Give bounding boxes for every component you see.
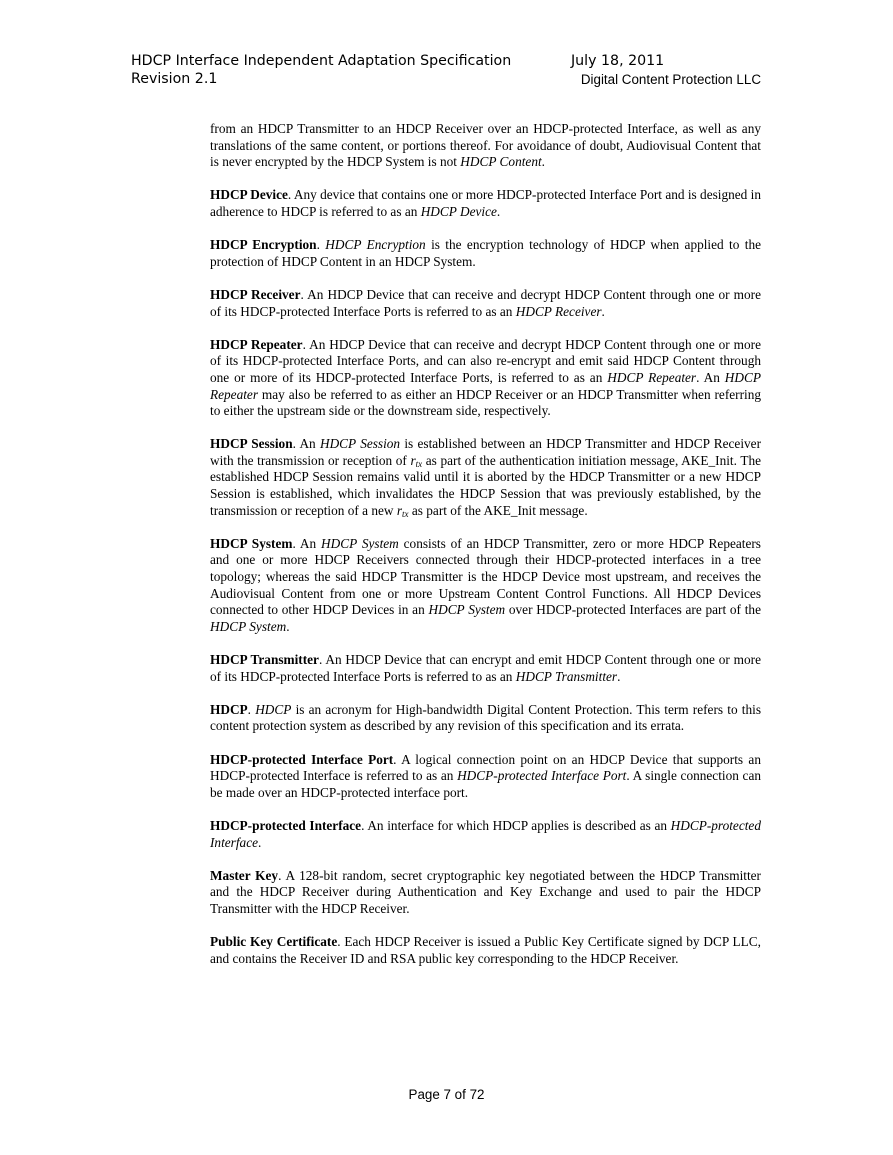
body-text: over HDCP-protected Interfaces are part of the [505,602,761,618]
definition-term: HDCP-protected Interface Port [210,751,394,767]
body-text: may also be referred to as either an HDCP Receiver or an HDCP Transmitter when referring to either the upstream side or the downstream side, respectively. [210,386,761,419]
italic-text: r [410,452,416,468]
italic-text: HDCP Transmitter [515,668,618,684]
body-text: is the encryption technology of HDCP when applied to the protection of HDCP Content in an HDCP System. [210,237,761,269]
page-number: Page 7 of 72 [408,1087,485,1102]
italic-text: HDCP Content [460,154,542,170]
subscript-text: tx [415,458,423,469]
body-text: . [258,834,262,850]
body-text: . [496,203,501,219]
organization-name: Digital Content Protection LLC [580,72,761,87]
body-text: . An [292,535,322,551]
definition-hdcp-repeater [210,337,761,420]
italic-text: HDCP Device [420,203,497,219]
body-text: as part of the authentication initiation message, AKE_Init. The established HDCP Session remains valid until it is aborted by the HDCP Transmitter or a new HDCP Session is established, which invalidates the HDCP Session that was previously established, by the transmission or reception of a new [210,452,761,518]
definition-term: HDCP Device [210,187,288,203]
italic-text: HDCP Session [319,436,401,452]
definition-hdcp-system [210,536,761,636]
italic-text: HDCP Encryption [325,237,426,253]
italic-text: HDCP System [210,618,287,634]
definition-public-key-certificate [210,934,761,967]
italic-text: HDCP Repeater [210,369,761,402]
header-line-1 [131,52,761,70]
header-line-2 [131,70,761,88]
definition-hdcp-transmitter [210,652,761,685]
body-text: . A logical connection point on an HDCP Device that supports an HDCP-protected Interface is referred to as an [210,751,761,784]
body-text: is an acronym for High-bandwidth Digital Content Protection. This term refers to this content protection system as described by any revision of this specification and its errata. [210,701,761,734]
body-text: . An [696,369,725,385]
definition-continuation [210,121,761,171]
definition-term: Public Key Certificate [210,934,338,950]
body-text: from an HDCP Transmitter to an HDCP Receiver over an HDCP-protected Interface, as well as any translations of the same content, or portions thereof. For avoidance of doubt, Audiovisual Content that is never encrypted by the HDCP System is not [210,121,761,170]
italic-text: HDCP System [321,535,399,551]
definition-hdcp-protected-interface [210,818,761,851]
definition-term: HDCP Encryption [210,237,317,253]
body-text: . [286,618,290,634]
italic-text: HDCP Repeater [607,369,697,385]
definition-hdcp-device [210,187,761,220]
definition-term: HDCP [210,701,248,717]
body-text: . An HDCP Device that can receive and decrypt HDCP Content through one or more of its HDCP-protected Interface Ports, and can also re-encrypt and emit said HDCP Content through one or more of its HDCP-protected Interface Ports, is referred to as an [210,336,761,385]
page-footer [0,1086,893,1104]
document-title: HDCP Interface Independent Adaptation Specification [131,53,512,69]
body-text: is established between an HDCP Transmitter and HDCP Receiver with the transmission or reception of [210,436,761,468]
body-text: . A 128-bit random, secret cryptographic key negotiated between the HDCP Transmitter and the HDCP Receiver during Authentication and Key Exchange and used to pair the HDCP Transmitter with the HDCP Receiver. [210,867,761,916]
body-text: . [617,668,621,684]
body-text: . An HDCP Device that can encrypt and emit HDCP Content through one or more of its HDCP-protected Interface Ports is referred to as an [210,652,761,684]
definition-hdcp-session [210,436,761,519]
definition-hdcp-encryption [210,237,761,270]
italic-text: HDCP System [428,602,506,618]
body-text: . Each HDCP Receiver is issued a Public Key Certificate signed by DCP LLC, and contains the Receiver ID and RSA public key corresponding to the HDCP Receiver. [210,934,761,966]
body-text: . [316,237,326,253]
body-text: . [601,303,605,319]
document-date: July 18, 2011 [571,53,665,69]
definition-master-key [210,868,761,918]
page-header [131,52,761,92]
definition-term: Master Key [210,867,279,883]
italic-text: HDCP-protected Interface [210,817,761,850]
body-text: consists of an HDCP Transmitter, zero or more HDCP Repeaters and one or more HDCP Receivers connected through their HDCP-protected interfaces in a tree topology; whereas the said HDCP Transmitter is the HDCP Device most upstream, and receives the Audiovisual Content from one or more Upstream Content Control Functions. All HDCP Devices connected to other HDCP Devices in an [210,535,761,618]
definition-hdcp-protected-interface-port [210,752,761,802]
italic-text: HDCP [255,701,292,717]
italic-text: HDCP Receiver [515,303,602,319]
document-revision: Revision 2.1 [131,71,218,87]
italic-text: HDCP-protected Interface Port [457,768,627,784]
body-text: . An HDCP Device that can receive and decrypt HDCP Content through one or more of its HDCP-protected Interface Ports is referred to as an [210,286,762,319]
body-text: . An interface for which HDCP applies is described as an [361,817,671,833]
body-text: . Any device that contains one or more HDCP-protected Interface Port and is designed in adherence to HDCP is referred to as an [210,187,761,219]
definition-term: HDCP System [210,535,293,551]
body-text: . A single connection can be made over an HDCP-protected interface port. [210,768,761,800]
body-text: . [247,701,256,717]
body-text: . [541,154,545,170]
definition-term: HDCP Repeater [210,336,303,352]
definition-term: HDCP Session [210,436,293,452]
body-text: . An [292,436,320,452]
body-text: as part of the AKE_Init message. [408,502,588,518]
definitions-body [210,121,761,984]
subscript-text: tx [402,508,409,519]
definition-term: HDCP Receiver [210,286,301,302]
italic-text: r [396,502,403,518]
definition-term: HDCP Transmitter [210,652,319,667]
definition-hdcp-receiver [210,287,761,320]
definition-hdcp [210,702,761,735]
definition-term: HDCP-protected Interface [210,817,362,833]
